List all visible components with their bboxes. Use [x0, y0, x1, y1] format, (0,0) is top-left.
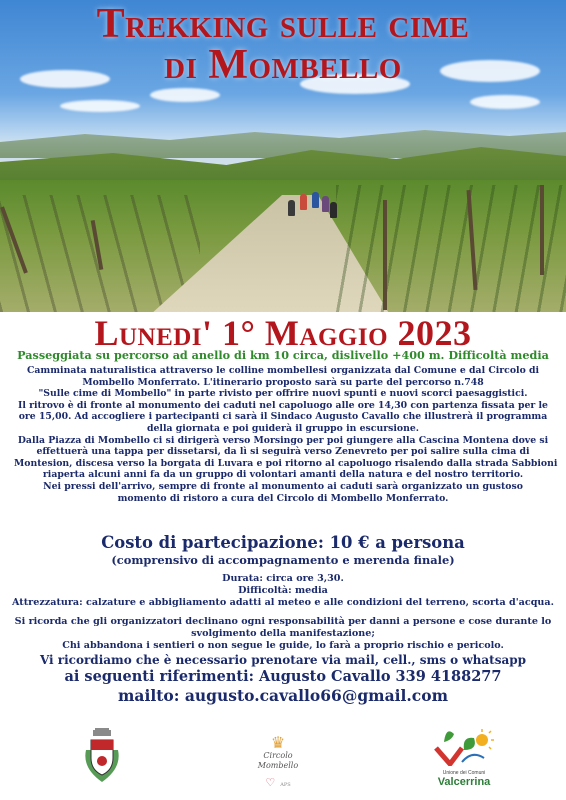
- event-description: [14, 365, 558, 504]
- disclaimer-line: Si ricorda che gli organizzatori declinano ogni responsabilità per danni a persone e cose durante lo: [14, 616, 552, 627]
- booking-instructions: Vi ricordiamo che è necessario prenotare via mail, cell., sms o whatsapp: [39, 653, 527, 667]
- crown-icon: ♛: [270, 733, 286, 752]
- description-line: Mombello Monferrato. L'itinerario proposto sarà su parte del percorso n.748: [82, 376, 484, 388]
- valcerrina-emblem-icon: [432, 728, 496, 766]
- disclaimer: [0, 616, 566, 652]
- description-line: Nei pressi dell'arrivo, sempre di fronte al monumento ai caduti sarà organizzato un gustoso: [43, 480, 523, 492]
- heart-icon: ♡: [265, 776, 276, 789]
- description-line: "Sulle cime di Mombello" in parte rivisto per offrire nuovi spunti e nuovi scorci paesaggistici.: [38, 388, 528, 400]
- description-line: Montesion, discesa verso la borgata di Luvara e poi ritorno al capoluogo risalendo dalla strada Sabbioni: [14, 457, 558, 469]
- equipment-line: Attrezzatura: calzature e abbigliamento adatti al meteo e alle condizioni del terreno, scorta d'acqua.: [12, 597, 554, 608]
- cost-heading: Costo di partecipazione: 10 € a persona: [101, 533, 465, 552]
- event-details: [0, 573, 566, 609]
- valcerrina-logo: [427, 728, 501, 794]
- hero-photo: [0, 0, 566, 312]
- poster-title-line2: di Mombello: [164, 42, 402, 88]
- contact-email-link[interactable]: mailto: augusto.cavallo66@gmail.com: [118, 686, 448, 705]
- description-line: effettuerà una tappa per dissetarsi, da lì si seguirà verso Zenevreto per poi salire sulla cima di: [36, 446, 530, 458]
- route-summary: Passeggiata su percorso ad anello di km 10 circa, dislivello +400 m. Difficoltà media: [17, 348, 549, 362]
- circolo-mombello-logo: [243, 735, 313, 787]
- comune-coat-of-arms-logo: [80, 728, 124, 784]
- description-line: riaperta alcuni anni fa da un gruppo di volontari amanti della natura e del nostro territorio.: [42, 469, 524, 481]
- difficulty-line: Difficoltà: media: [238, 585, 328, 596]
- contact-phone: ai seguenti riferimenti: Augusto Cavallo 339 4188277: [64, 668, 502, 685]
- description-line: Dalla Piazza di Mombello ci si dirigerà verso Morsingo per poi giungere alla Cascina Montena dove si: [17, 434, 549, 446]
- duration-line: Durata: circa ore 3,30.: [222, 573, 344, 584]
- circolo-logo-aps: APS: [280, 782, 291, 788]
- circolo-logo-text: Circolo Mombello: [257, 751, 299, 770]
- cost-note: (comprensivo di accompagnamento e merenda finale): [111, 553, 455, 567]
- description-line: della giornata e poi guiderà il gruppo in escursione.: [147, 422, 419, 434]
- valcerrina-caption: Unione dei Comuni: [442, 770, 486, 776]
- valcerrina-brand: Valcerrina: [437, 776, 491, 788]
- booking-info: [0, 652, 566, 706]
- event-date: Lunedi' 1° Maggio 2023: [94, 313, 472, 353]
- description-line: momento di ristoro a cura del Circolo di Mombello Monferrato.: [117, 492, 449, 504]
- description-line: ore 15,00. Ad accogliere i partecipanti ci sarà il Sindaco Augusto Cavallo che illustrerà il programma: [18, 411, 548, 423]
- disclaimer-line: svolgimento della manifestazione;: [191, 628, 375, 639]
- poster-title-line1: Trekking sulle cime: [96, 1, 470, 47]
- description-line: Camminata naturalistica attraverso le colline mombellesi organizzata dal Comune e dal Circolo di: [26, 365, 540, 376]
- disclaimer-line: Chi abbandona i sentieri o non segue le guide, lo farà a proprio rischio e pericolo.: [62, 640, 504, 651]
- description-line: Il ritrovo è di fronte al monumento dei caduti nel capoluogo alle ore 14,30 con partenza fissata per le: [18, 399, 548, 411]
